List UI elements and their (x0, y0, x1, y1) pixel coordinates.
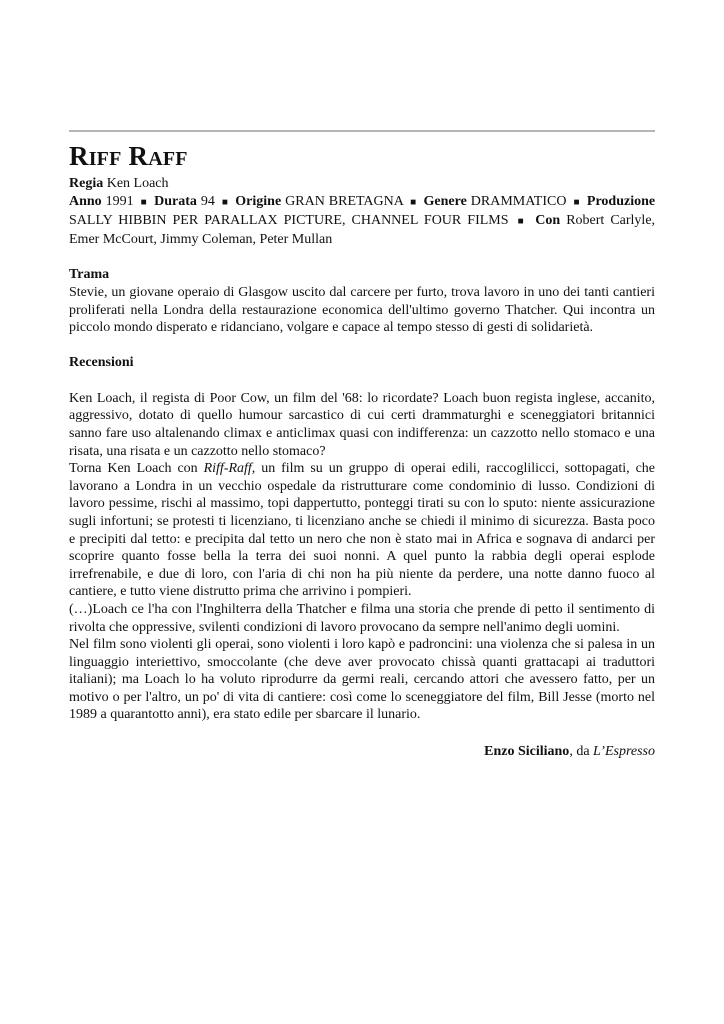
review-paragraph-2: Torna Ken Loach con Riff-Raff, un film su un gruppo di operai edili, raccoglilicci, sottopagati, che lavorano a Londra in un vecchio ospedale da ristrutturare come condominio di lusso. Condizioni di lavoro pessime, rischi al massimo, topi dappertutto, ponteggi tirati su con lo sputo: niente assicurazione sugli infortuni; se protesti ti licenziano, ti licenziano anche se chiedi il minimo di sicurezza. Basta poco e precipiti dal tetto: e precipita dal tetto un nero che non è stato mai in Africa e sognava di andarci per scoprire quanto fosse bella la terra dei suoi nonni. A quel punto la rabbia degli operai esplode irrefrenabile, e due di loro, con l'aria di chi non ha più niente da perdere, una notte danno fuoco al cantiere, e tutto viene distrutto prima che arrivino i pompieri. (69, 461, 655, 600)
trama-heading: Trama (69, 267, 110, 282)
anno-value: 1991 (105, 194, 134, 209)
trama-text: Stevie, un giovane operaio di Glasgow uscito dal carcere per furto, trova lavoro in uno dei tanti cantieri proliferati nella Londra della restaurazione economica dell'ultimo governo Thatcher. Qui incontra un piccolo mondo disperato e ridanciano, volgare e capace al tempo stesso di gesti di solidarietà. (69, 285, 655, 336)
durata-label: Durata (154, 194, 197, 209)
genere-label: Genere (423, 194, 467, 209)
produzione-label: Produzione (586, 194, 656, 209)
review-paragraph-3: (…)Loach ce l'ha con l'Inghilterra della Thatcher e filma una storia che prende di petto il sentimento di rivolta che oppressive, svilenti condizioni di lavoro provocano da sempre nell'animo degli uomini. (69, 601, 655, 635)
con-label: Con (535, 213, 561, 228)
durata-value: 94 (200, 194, 215, 209)
separator-square-icon: ■ (140, 197, 148, 208)
separator-square-icon: ■ (573, 197, 580, 208)
cast-value: Robert Carlyle, Emer McCourt, Jimmy Coleman, Peter Mullan (69, 213, 656, 247)
review-page (69, 130, 655, 761)
separator-square-icon: ■ (410, 197, 417, 208)
director-line (69, 175, 655, 193)
genere-value: DRAMMATICO (470, 194, 567, 209)
source-publication: L’Espresso (593, 744, 655, 760)
film-details (69, 193, 655, 249)
regia-label: Regia (69, 176, 104, 191)
author-name: Enzo Siciliano (484, 744, 570, 760)
review-signature: Enzo Siciliano, da L’Espresso (484, 744, 655, 760)
origine-value: GRAN BRETAGNA (285, 194, 404, 209)
separator-square-icon: ■ (517, 216, 527, 227)
regia-value: Ken Loach (106, 176, 169, 191)
produzione-value: SALLY HIBBIN PER PARALLAX PICTURE, CHANNEL FOUR FILMS (69, 213, 509, 228)
spacer (69, 372, 655, 390)
recensioni-heading: Recensioni (69, 354, 134, 370)
anno-label: Anno (69, 194, 102, 209)
origine-label: Origine (235, 194, 282, 209)
review-paragraph-4: Nel film sono violenti gli operai, sono violenti i loro kapò e padroncini: una violenza che si palesa in un linguaggio interiettivo, smoccolante (che deve aver provocato chissà quanti grattacapi ai traduttori italiani); ma Loach lo ha voluto riprodurre da germi reali, cercando attori che avessero fatto, per un motivo o per l'altro, un po' di vita di cantiere: così come lo sceneggiatore del film, Bill Jesse (morto nel 1989 a quarantotto anni), era stato edile per sbarcare il lunario. (69, 637, 655, 723)
review-paragraph-1: Ken Loach, il regista di Poor Cow, un film del '68: lo ricordate? Loach buon regista inglese, accanito, aggressivo, dotato di quello humour sarcastico di cui certi drammaturghi e sceneggiatori britannici sanno fare uso altalenando climax e anticlimax quasi con indifferenza: un cazzotto nello stomaco e una risata, una risata e un cazzotto nello stomaco? (69, 390, 655, 459)
top-rule (69, 130, 655, 132)
separator-square-icon: ■ (221, 197, 229, 208)
film-title: RIFF RAFF (69, 141, 188, 171)
film-title-italic: Riff-Raff, (203, 461, 256, 477)
